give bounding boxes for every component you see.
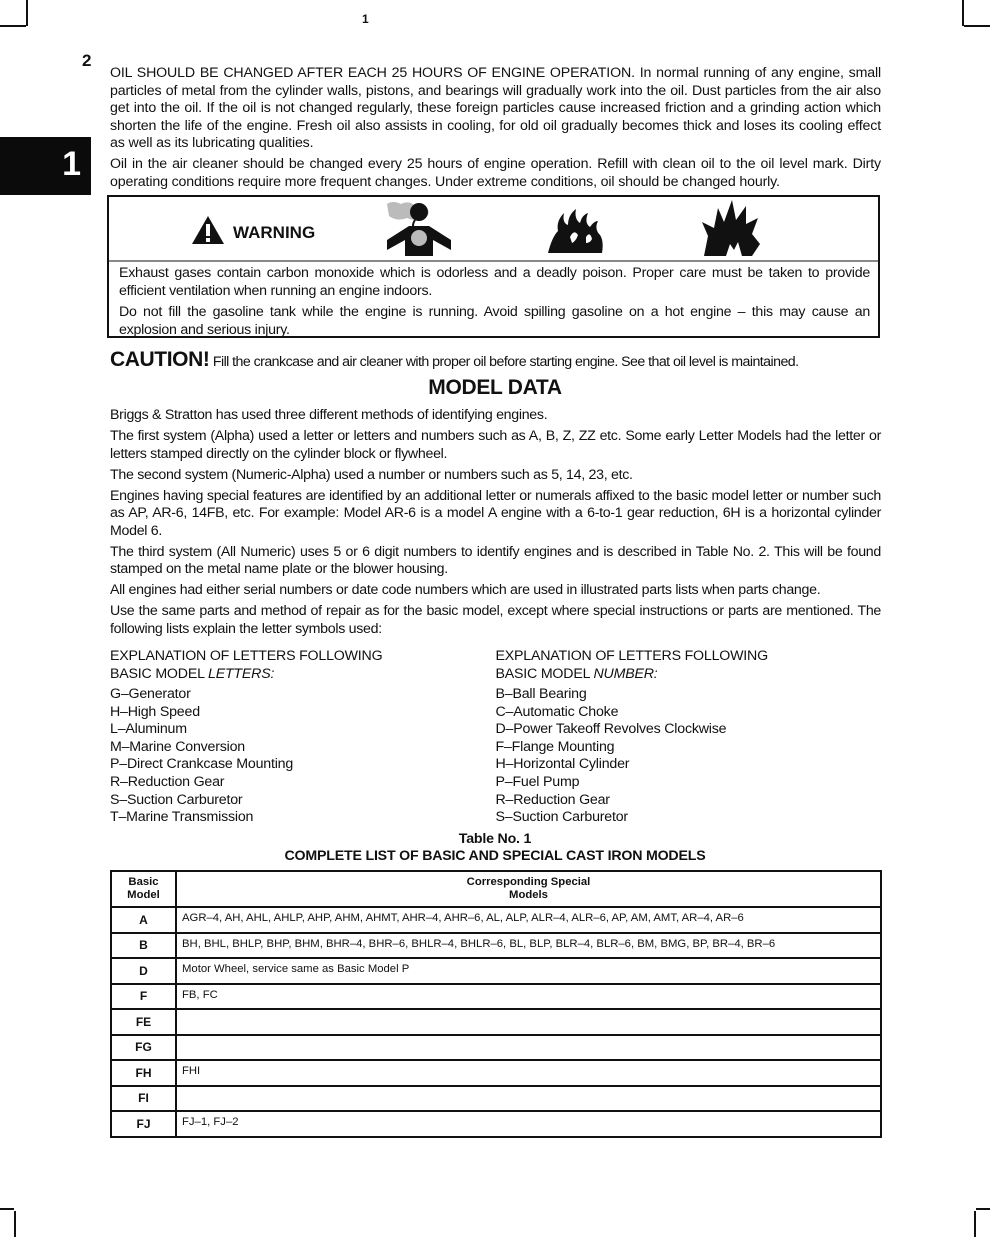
header-page-number: 1: [362, 12, 369, 26]
warning-text-exhaust: Exhaust gases contain carbon monoxide which is odorless and a deadly poison. Proper care must be taken to provide efficient ventilation when running an engine indoors.: [119, 265, 870, 299]
letter-item: D–Power Takeoff Revolves Clockwise: [495, 721, 727, 738]
basic-model-cell: FJ: [111, 1111, 176, 1137]
letter-item: G–Generator: [110, 686, 191, 702]
table-row: [111, 1009, 881, 1035]
model-data-paragraph: The second system (Numeric-Alpha) used a number or numbers such as 5, 14, 23, etc.: [110, 466, 633, 483]
caution-label: CAUTION!: [110, 348, 210, 371]
heading-prefix: BASIC MODEL: [495, 665, 594, 682]
section-tab: [0, 137, 91, 195]
crop-mark-bottom-left-h: [0, 1208, 14, 1210]
special-models-cell: [176, 1086, 881, 1112]
letter-item: F–Flange Mounting: [495, 738, 615, 755]
model-data-paragraph: Engines having special features are identified by an additional letter or numerals affixed to the basic model letter or number such as AP, AR-6, 14FB, etc. For example: Model AR-6 is a model A engine with a 6-to-1 gear reduction, 6H is a horizontal cylinder Model 6.: [110, 487, 881, 539]
header-text: Corresponding Special: [466, 876, 591, 888]
heading-line: EXPLANATION OF LETTERS FOLLOWING: [495, 648, 768, 664]
special-models-cell: [176, 1009, 881, 1035]
side-page-number: 2: [82, 51, 92, 70]
basic-model-cell: D: [111, 958, 176, 984]
letter-item: C–Automatic Choke: [495, 703, 619, 720]
header-text: Basic: [128, 876, 159, 888]
heading-line: [110, 666, 496, 684]
special-models-cell: BH, BHL, BHLP, BHP, BHM, BHR–4, BHR–6, BHLR–4, BHLR–6, BL, BLP, BLR–4, BLR–6, BM, BMG, BP, BR–4, BR–6: [176, 933, 881, 959]
model-data-paragraph: Briggs & Stratton has used three different methods of identifying engines.: [110, 407, 548, 423]
model-data-body: [110, 407, 881, 638]
basic-model-cell: A: [111, 907, 176, 933]
heading-line: EXPLANATION OF LETTERS FOLLOWING: [110, 648, 383, 664]
basic-model-cell: FH: [111, 1060, 176, 1086]
table-row: [111, 958, 881, 984]
letter-item: P–Fuel Pump: [495, 773, 580, 790]
model-data-title: MODEL DATA: [428, 376, 562, 399]
toxic-fumes-icon: [387, 200, 451, 261]
heading-prefix: BASIC MODEL: [110, 665, 208, 682]
letter-item: S–Suction Carburetor: [495, 809, 628, 826]
table-row: [111, 1086, 881, 1112]
special-models-cell: FB, FC: [176, 984, 881, 1010]
basic-model-cell: FE: [111, 1009, 176, 1035]
crop-mark-top-left-h: [0, 25, 26, 27]
letter-item: H–High Speed: [110, 703, 200, 720]
letters-right-heading: [496, 648, 882, 683]
warning-header: [109, 197, 878, 262]
table-row: [111, 984, 881, 1010]
warning-body: [109, 262, 878, 339]
header-text: Model: [127, 889, 160, 901]
crop-mark-bottom-right-v: [974, 1211, 976, 1237]
letter-item: R–Reduction Gear: [495, 791, 610, 808]
table-row: [111, 1035, 881, 1061]
letter-item: P–Direct Crankcase Mounting: [110, 756, 294, 773]
warning-text-gasoline: Do not fill the gasoline tank while the engine is running. Avoid spilling gasoline on a hot engine – this may cause an explosion and serious injury.: [119, 304, 870, 338]
basic-model-cell: B: [111, 933, 176, 959]
warning-box: [107, 195, 880, 338]
heading-italic: LETTERS:: [208, 665, 275, 682]
crop-mark-top-right-h: [964, 25, 990, 27]
caution-line: [110, 348, 881, 372]
basic-model-cell: FI: [111, 1086, 176, 1112]
special-models-cell: Motor Wheel, service same as Basic Model P: [176, 958, 881, 984]
table-caption: Table No. 1: [458, 831, 532, 847]
letter-item: M–Marine Conversion: [110, 738, 245, 755]
table-row: [111, 1060, 881, 1086]
fire-icon: [546, 207, 606, 258]
letters-left-column: [110, 648, 496, 827]
crop-mark-bottom-left-v: [14, 1211, 16, 1237]
letters-left-heading: [110, 648, 496, 683]
crop-mark-top-left-v: [26, 0, 28, 26]
crop-mark-top-right-v: [962, 0, 964, 26]
basic-model-cell: F: [111, 984, 176, 1010]
special-models-cell: AGR–4, AH, AHL, AHLP, AHP, AHM, AHMT, AHR–4, AHR–6, AL, ALP, ALR–4, ALR–6, AP, AM, AMT, AR–4, AR–6: [176, 907, 881, 933]
letters-right-column: [496, 648, 882, 827]
model-data-paragraph: The first system (Alpha) used a letter or letters and numbers such as A, B, Z, ZZ etc. Some early Letter Models had the letter or letters stamped directly on the cylinder block or flywheel.: [110, 428, 881, 462]
heading-italic: NUMBER:: [593, 665, 658, 682]
letter-item: T–Marine Transmission: [110, 809, 254, 826]
caution-text: Fill the crankcase and air cleaner with proper oil before starting engine. See that oil level is maintained.: [209, 354, 799, 370]
letter-item: B–Ball Bearing: [495, 686, 587, 702]
letter-item: L–Aluminum: [110, 721, 187, 738]
section-tab-number: 1: [62, 145, 81, 183]
cast-iron-models-table: [110, 870, 882, 1138]
explosion-icon: [702, 200, 760, 261]
table-row: [111, 907, 881, 933]
special-models-cell: FJ–1, FJ–2: [176, 1111, 881, 1137]
letter-explanations: [110, 648, 881, 827]
letter-item: R–Reduction Gear: [110, 773, 225, 790]
table-header-row: [111, 871, 881, 907]
letter-item: S–Suction Carburetor: [110, 791, 243, 808]
model-data-paragraph: Use the same parts and method of repair as for the basic model, except where special instructions or parts are mentioned. The following lists explain the letter symbols used:: [110, 603, 881, 637]
table-row: [111, 1111, 881, 1137]
table-title: COMPLETE LIST OF BASIC AND SPECIAL CAST IRON MODELS: [284, 848, 706, 864]
basic-model-cell: FG: [111, 1035, 176, 1061]
special-models-cell: FHI: [176, 1060, 881, 1086]
letter-item: H–Horizontal Cylinder: [495, 756, 630, 773]
special-models-cell: [176, 1035, 881, 1061]
header-special-models: [176, 871, 881, 907]
crop-mark-bottom-right-h: [976, 1208, 990, 1210]
table-row: [111, 933, 881, 959]
intro-paragraph-2: Oil in the air cleaner should be changed every 25 hours of engine operation. Refill with clean oil to the oil level mark. Dirty operating conditions require more frequent changes. Under extreme conditions, oil should be changed hourly.: [110, 155, 881, 190]
warning-triangle-icon: [191, 215, 225, 250]
heading-line: [496, 666, 882, 684]
intro-paragraph-1: OIL SHOULD BE CHANGED AFTER EACH 25 HOURS OF ENGINE OPERATION. In normal running of any engine, small particles of metal from the cylinder walls, pistons, and bearings will gradually work into the oil. Dust particles from the air also get into the oil. If the oil is not changed regularly, these foreign particles cause increased friction and a grinding action which shorten the life of the engine. Fresh oil also assists in cooling, for old oil gradually becomes thick and loses its cooling effect as well as its lubricating qualities.: [110, 65, 881, 152]
header-basic-model: [111, 871, 176, 907]
warning-label-group: [191, 215, 315, 250]
model-data-paragraph: All engines had either serial numbers or date code numbers which are used in illustrated parts lists when parts change.: [110, 582, 821, 598]
intro-section: [110, 65, 881, 191]
header-text: Models: [509, 889, 548, 901]
model-data-paragraph: The third system (All Numeric) uses 5 or 6 digit numbers to identify engines and is described in Table No. 2. This will be found stamped on the metal name plate or the blower housing.: [110, 543, 881, 577]
warning-label: WARNING: [233, 222, 316, 242]
